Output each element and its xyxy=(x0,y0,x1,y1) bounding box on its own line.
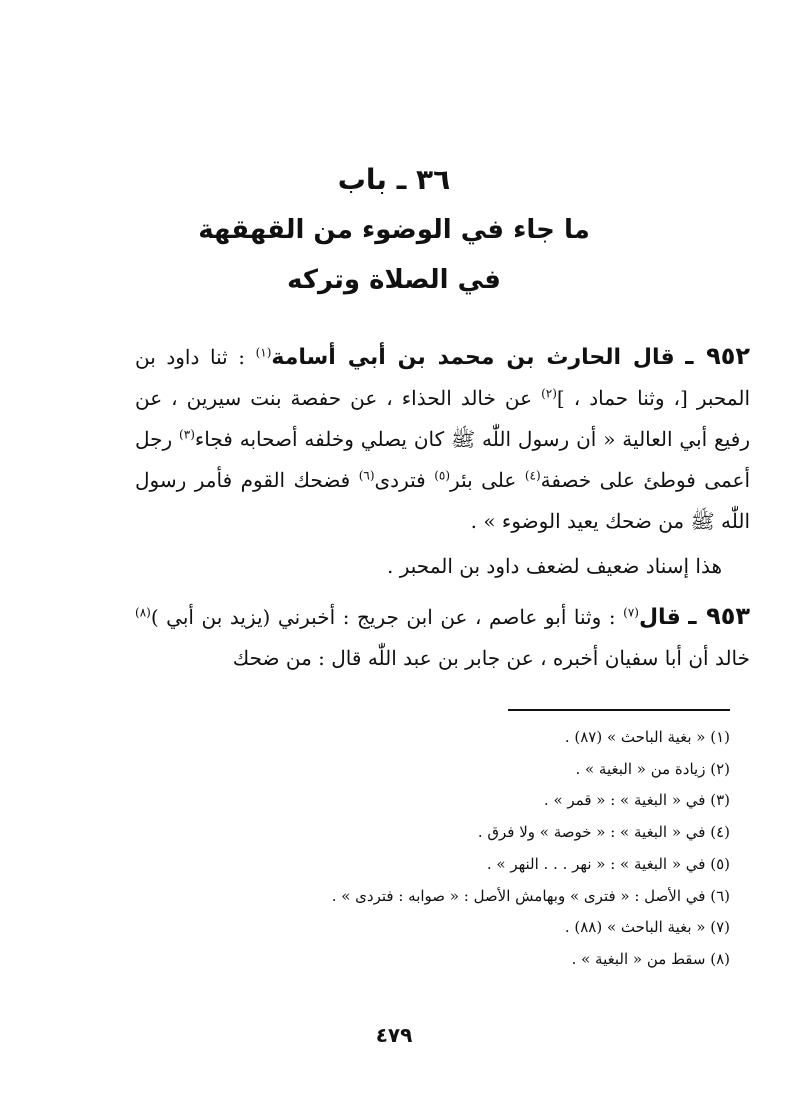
hadith-text: عن خالد الحذاء ، عن حفصة بنت سيرين ، عن رفيع أبي العالية « أن رسول اللّٰه ﷺ كان يصلي وخلفه أصحابه فجاء xyxy=(135,386,750,451)
chapter-heading: ٣٦ ـ باب xyxy=(337,163,451,196)
hadith-952 xyxy=(135,336,750,542)
footnote-6: (٦) في الأصل : « فترى » وبهامش الأصل : « صوابه : فتردى » . xyxy=(331,886,730,905)
footnote-8: (٨) سقط من « البغية » . xyxy=(571,949,730,968)
grading-text: هذا إسناد ضعيف لضعف داود بن المحبر . xyxy=(387,554,722,578)
footnote-divider xyxy=(508,709,730,711)
page-number: ٤٧٩ xyxy=(375,1023,413,1047)
footnote-ref-5: (٥) xyxy=(434,468,451,483)
footnote-ref-3: (٣) xyxy=(179,427,195,442)
hadith-text: خالد أن أبا سفيان أخبره ، عن جابر بن عبد اللّٰه قال : من ضحك xyxy=(232,646,750,670)
hadith-number: ٩٥٣ ـ xyxy=(688,602,751,630)
footnote-ref-4: (٤) xyxy=(524,468,541,483)
footnote-ref-2: (٢) xyxy=(541,386,557,401)
footnote-ref-1: (١) xyxy=(255,345,272,360)
chapter-title-line-1: ما جاء في الوضوء من القهقهة xyxy=(198,215,590,245)
footnote-7: (٧) « بغية الباحث » (٨٨) . xyxy=(564,918,730,937)
footnotes-list xyxy=(110,722,730,976)
hadith-narrator-lead: قال xyxy=(638,605,681,630)
hadith-text: : وثنا أبو عاصم ، عن ابن جريج : أخبرني (يزيد بن أبي ) xyxy=(150,605,616,629)
chapter-title-line-2: في الصلاة وتركه xyxy=(287,265,501,295)
footnote-ref-7: (٧) xyxy=(623,605,639,620)
footnote-2: (٢) زيادة من « البغية » . xyxy=(575,759,730,778)
footnote-3: (٣) في « البغية » : « قمر » . xyxy=(543,791,730,810)
hadith-953 xyxy=(135,596,750,679)
hadith-text: على بئر xyxy=(450,468,517,492)
footnote-ref-6: (٦) xyxy=(358,468,375,483)
hadith-text: فتردى xyxy=(374,468,426,492)
grading-note xyxy=(135,546,750,587)
footnote-4: (٤) في « البغية » : « خوصة » ولا فرق . xyxy=(477,823,730,842)
footnote-5: (٥) في « البغية » : « نهر . . . النهر » . xyxy=(486,854,730,873)
hadith-text: : ثنا داود بن المحبر [، وثنا حماد ، ] xyxy=(135,345,751,410)
hadith-text: رجل أعمى فوطئ على خصفة xyxy=(135,427,751,492)
footnote-1: (١) « بغية الباحث » (٨٧) . xyxy=(564,728,730,746)
hadith-narrator-lead: قال الحارث بن محمد بن أبي أسامة xyxy=(271,345,675,370)
hadith-text: فضحك القوم فأمر رسول اللّٰه ﷺ من ضحك يعيد الوضوء » . xyxy=(135,468,750,533)
hadith-number: ٩٥٢ ـ xyxy=(685,342,751,370)
footnote-ref-8: (٨) xyxy=(135,605,151,620)
